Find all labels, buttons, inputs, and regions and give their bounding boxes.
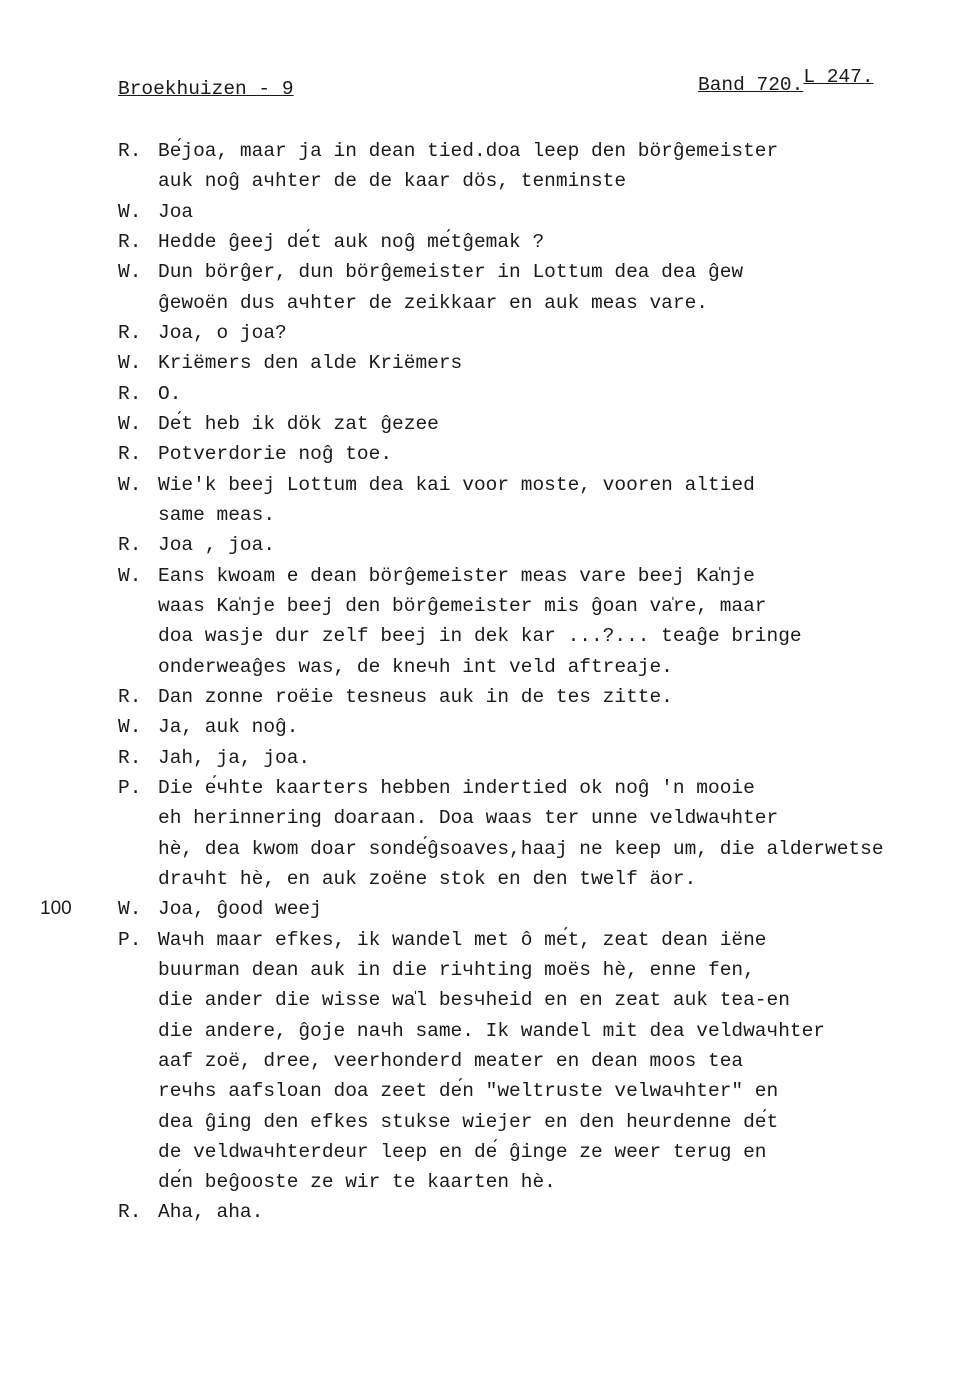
transcript-line: [118, 621, 958, 651]
speaker-label: W.: [118, 716, 142, 739]
utterance-text: Waчh maar efkes, ik wandel met ô mе́t, zeat dean iëne: [158, 928, 767, 951]
speaker-label: R.: [118, 443, 142, 466]
transcript-line: [118, 1076, 958, 1106]
transcript-line: [118, 864, 958, 894]
transcript: [118, 136, 958, 1228]
utterance-text: reчhs aafsloan doa zeet dе́n "weltruste velwaчhter" en: [158, 1080, 779, 1103]
utterance-text: hѐ, dea kwom doar sondе́ĝsoaves,haaj ne keep um, die alderwetse: [158, 837, 884, 860]
transcript-line: [118, 379, 958, 409]
transcript-line: [118, 166, 958, 196]
utterance-text: Jah, ja, joa.: [158, 746, 311, 769]
transcript-line: [118, 834, 958, 864]
transcript-line: [118, 470, 958, 500]
utterance-text: Bе́joa, maar ja in dean tied.doa leep den börĝemeister: [158, 140, 779, 162]
transcript-line: [118, 439, 958, 469]
utterance-text: draчht hѐ, en auk zoëne stok en den twelf äor.: [158, 867, 697, 890]
utterance-text: aaf zoë, dree, veerhonderd meater en dean moos tea: [158, 1049, 744, 1072]
utterance-text: O.: [158, 382, 182, 405]
transcript-line: [118, 136, 958, 166]
speaker-label: P.: [118, 776, 142, 799]
transcript-line: [118, 985, 958, 1015]
speaker-label: R.: [118, 140, 142, 162]
transcript-line: [118, 1016, 958, 1046]
utterance-text: de veldwaчhterdeur leep en dе́ ĝinge ze weer terug en: [158, 1140, 767, 1163]
utterance-text: doa wasje dur zelf beej in dek kar ...?... teaĝe bringe: [158, 625, 802, 648]
speaker-label: W.: [118, 352, 142, 375]
speaker-label: R.: [118, 382, 142, 405]
transcript-line: [118, 955, 958, 985]
tape-reference: L 247.: [803, 66, 874, 88]
transcript-line: [118, 803, 958, 833]
speaker-label: P.: [118, 928, 142, 951]
band-number: Band 720.: [698, 74, 804, 96]
utterance-text: Hedde ĝeej dе́t auk noĝ mе́tĝemak ?: [158, 230, 545, 253]
page-header-title: [118, 78, 294, 100]
utterance-text: Kriëmers den alde Kriëmers: [158, 352, 463, 375]
transcript-line: [118, 894, 958, 924]
utterance-text: Die е́чhte kaarters hebben indertied ok noĝ 'n mooie: [158, 776, 755, 799]
utterance-text: dе́n beĝooste ze wir te kaarten hѐ.: [158, 1171, 556, 1194]
transcript-line: [118, 348, 958, 378]
page-header-reference: [698, 66, 874, 96]
header-title-text: Broekhuizen - 9: [118, 78, 294, 100]
speaker-label: W.: [118, 200, 142, 223]
speaker-label: W.: [118, 412, 142, 435]
speaker-label: R.: [118, 534, 142, 557]
margin-line-number: 100: [40, 898, 72, 919]
transcript-line: [118, 197, 958, 227]
speaker-label: W.: [118, 473, 142, 496]
utterance-text: Dun börĝer, dun börĝemeister in Lottum dea dea ĝew: [158, 261, 744, 284]
utterance-text: Ja, auk noĝ.: [158, 716, 299, 739]
utterance-text: Wie'k beej Lottum dea kai voor moste, vooren altied: [158, 473, 755, 496]
transcript-line: [118, 1197, 958, 1227]
utterance-text: Potverdorie noĝ toe.: [158, 443, 393, 466]
utterance-text: die andere, ĝoje naчh same. Ik wandel mit dea veldwaчhter: [158, 1019, 826, 1042]
utterance-text: Joa , joa.: [158, 534, 276, 557]
utterance-text: die ander die wisse wa̍l besчheid en en zeat auk tea-en: [158, 989, 790, 1012]
utterance-text: dea ĝing den efkes stukse wiejer en den heurdenne dе́t: [158, 1110, 779, 1133]
utterance-text: Dе́t heb ik dök zat ĝezee: [158, 412, 439, 435]
speaker-label: R.: [118, 746, 142, 769]
transcript-line: [118, 925, 958, 955]
utterance-text: Joa, ĝood weej: [158, 898, 322, 921]
transcript-line: [118, 530, 958, 560]
speaker-label: R.: [118, 321, 142, 344]
speaker-label: W.: [118, 898, 142, 921]
utterance-text: ĝewoën dus aчhter de zeikkaar en auk meas vare.: [158, 291, 708, 314]
transcript-line: [118, 1046, 958, 1076]
speaker-label: R.: [118, 1201, 142, 1224]
transcript-line: [118, 652, 958, 682]
transcript-line: [118, 743, 958, 773]
utterance-text: Eans kwoam e dean börĝemeister meas vare beej Ka̍nje: [158, 564, 755, 587]
speaker-label: W.: [118, 564, 142, 587]
utterance-text: Joa: [158, 200, 194, 223]
speaker-label: R.: [118, 685, 142, 708]
utterance-text: buurman dean auk in die riчhting moës hѐ, enne fen,: [158, 958, 755, 981]
transcript-line: [118, 500, 958, 530]
speaker-label: W.: [118, 261, 142, 284]
speaker-label: R.: [118, 230, 142, 253]
transcript-line: [118, 257, 958, 287]
transcript-line: [118, 1137, 958, 1167]
utterance-text: Aha, aha.: [158, 1201, 264, 1224]
transcript-line: [118, 1107, 958, 1137]
transcript-line: [118, 712, 958, 742]
transcript-line: [118, 773, 958, 803]
transcript-line: [118, 1167, 958, 1197]
utterance-text: eh herinnering doaraan. Doa waas ter unne veldwaчhter: [158, 807, 779, 830]
transcript-line: [118, 591, 958, 621]
transcript-line: [118, 682, 958, 712]
transcript-line: [118, 288, 958, 318]
utterance-text: Dan zonne roëie tesneus auk in de tes zitte.: [158, 685, 673, 708]
utterance-text: onderweaĝes was, de kneчh int veld aftreaje.: [158, 655, 673, 678]
utterance-text: Joa, o joa?: [158, 321, 287, 344]
transcript-line: [118, 318, 958, 348]
utterance-text: auk noĝ aчhter de de kaar dös, tenminste: [158, 170, 627, 193]
utterance-text: waas Ka̍nje beej den börĝemeister mis ĝoan va̍re, maar: [158, 594, 767, 617]
utterance-text: same meas.: [158, 503, 276, 526]
transcript-line: [118, 561, 958, 591]
transcript-line: [118, 409, 958, 439]
transcript-line: [118, 227, 958, 257]
